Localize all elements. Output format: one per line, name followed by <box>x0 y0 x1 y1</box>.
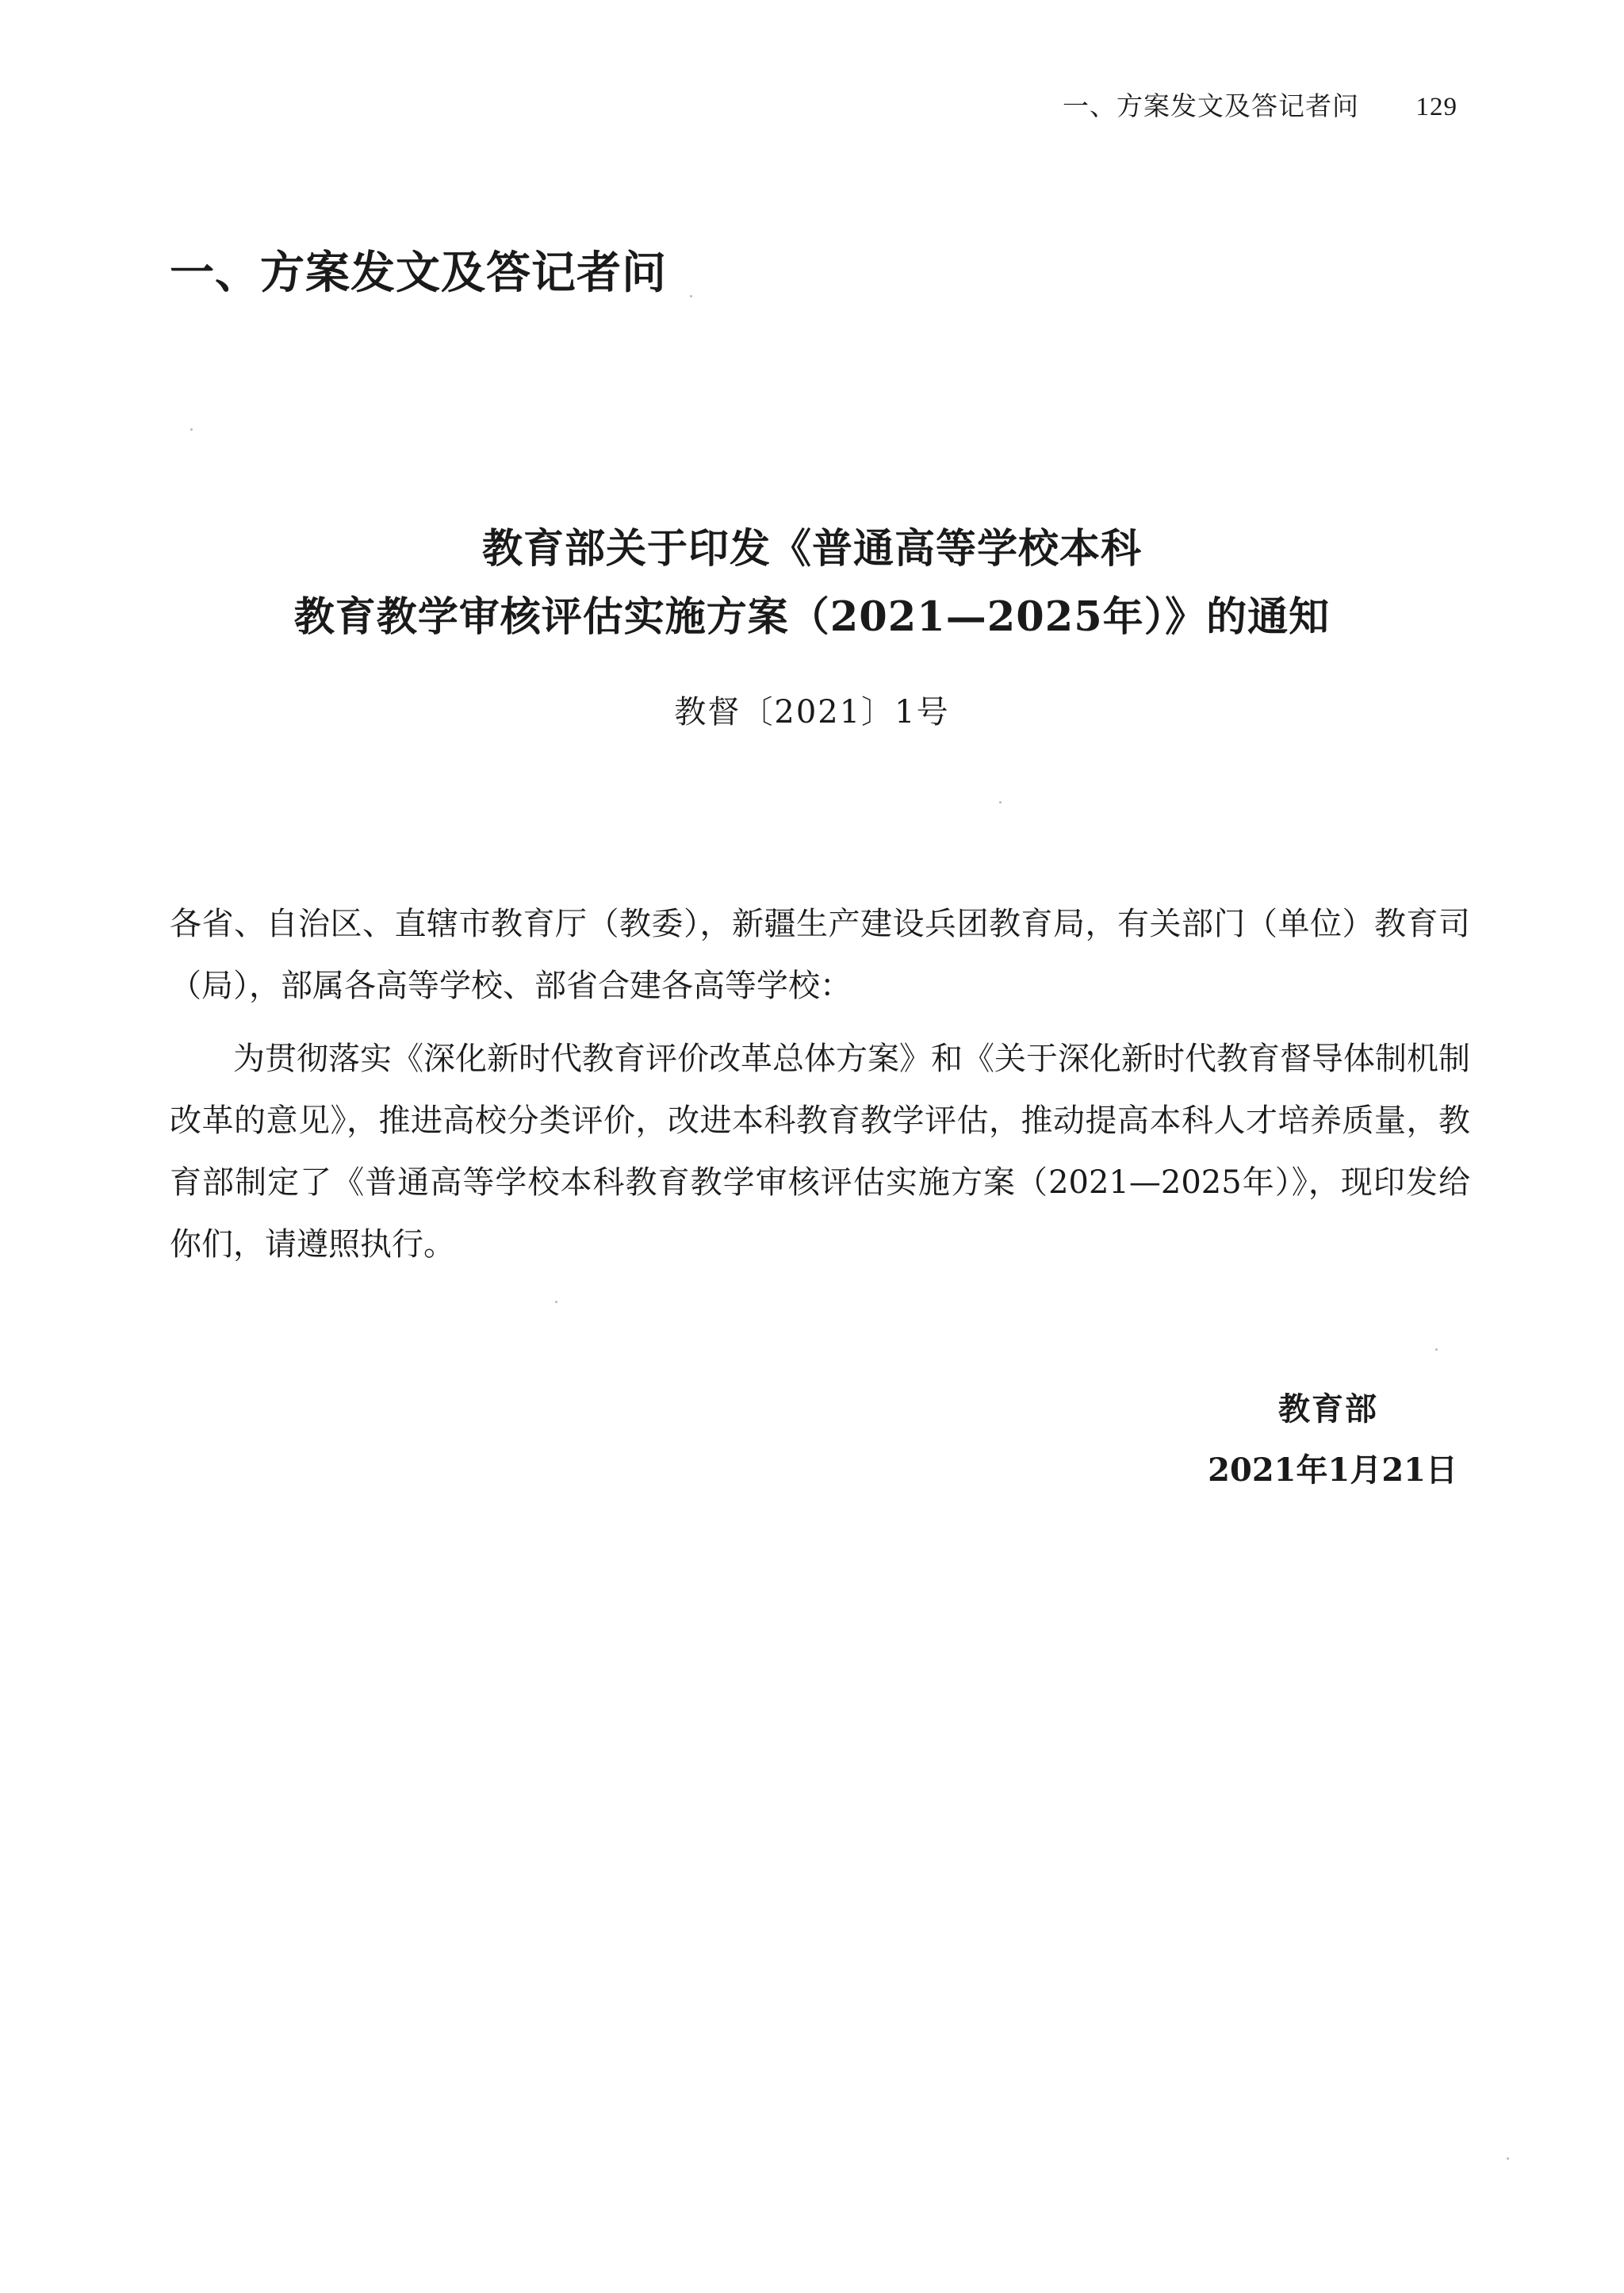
scan-speck <box>999 801 1002 803</box>
notice-title-line-2: 教育教学审核评估实施方案（2021—2025年）》的通知 <box>293 593 1331 641</box>
salutation-text: 各省、自治区、直辖市教育厅（教委），新疆生产建设兵团教育局，有关部门（单位）教育司（局），部属各高等学校、部省合建各高等学校： <box>170 906 1470 1004</box>
document-number: 教督〔2021〕1号 <box>674 694 950 730</box>
scan-speck <box>190 428 193 431</box>
scan-speck <box>1507 2157 1509 2160</box>
scan-speck <box>555 1301 557 1303</box>
scan-speck <box>690 295 692 297</box>
signatory: 教育部 <box>1278 1390 1378 1428</box>
body-paragraph <box>170 1028 1470 1275</box>
scan-speck <box>1435 1348 1438 1351</box>
page-number: 129 <box>1415 93 1457 121</box>
notice-title-line-1: 教育部关于印发《普通高等学校本科 <box>481 525 1142 573</box>
section-heading: 一、方案发文及答记者问 <box>170 247 667 299</box>
salutation <box>170 893 1470 1017</box>
body-paragraph-text: 为贯彻落实《深化新时代教育评价改革总体方案》和《关于深化新时代教育督导体制机制改革的意见》，推进高校分类评价，改进本科教育教学评估，推动提高本科人才培养质量，教育部制定了《普通高等学校本科教育教学审核评估实施方案（2021—2025年）》，现印发给你们，请遵照执行。 <box>170 1041 1470 1263</box>
running-header-title: 一、方案发文及答记者问 <box>1063 90 1359 121</box>
issue-date: 2021年1月21日 <box>1208 1451 1457 1489</box>
running-header <box>1063 86 1457 123</box>
